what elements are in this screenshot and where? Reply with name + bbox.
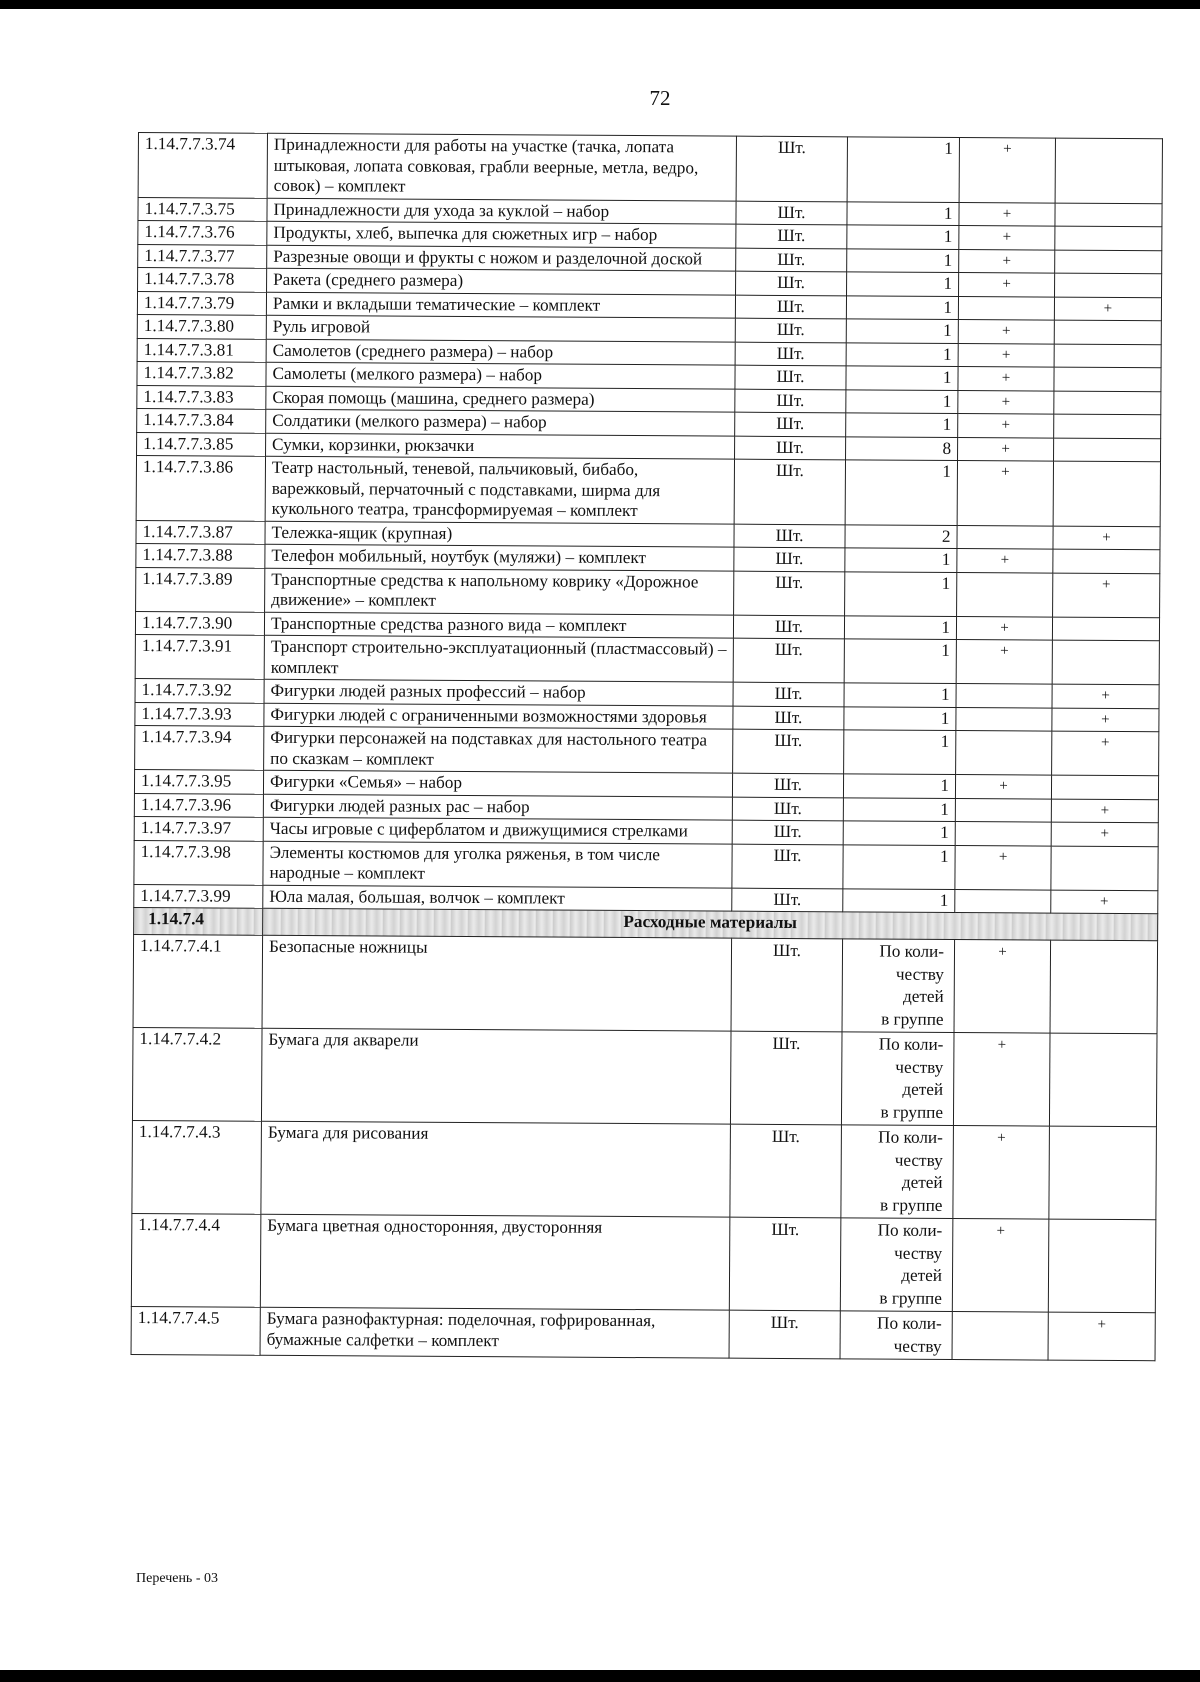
mark-column-1: + [958, 320, 1054, 344]
item-code: 1.14.7.7.4.3 [132, 1120, 262, 1214]
item-name: Фигурки людей разных рас – набор [263, 794, 732, 820]
item-code: 1.14.7.7.3.85 [137, 432, 266, 456]
item-code: 1.14.7.7.3.98 [134, 840, 263, 885]
item-unit: Шт. [729, 1310, 840, 1359]
mark-column-2 [1052, 640, 1159, 685]
item-quantity: 1 [847, 137, 959, 202]
mark-column-2 [1054, 320, 1161, 344]
item-code: 1.14.7.7.4.4 [131, 1213, 261, 1307]
mark-column-1 [955, 822, 1051, 846]
quantity-line: По коли- [877, 1313, 942, 1333]
mark-column-1 [956, 731, 1052, 776]
item-unit: Шт. [735, 389, 846, 413]
item-name: Бумага для рисования [261, 1121, 731, 1217]
item-code: 1.14.7.7.4.1 [133, 934, 263, 1028]
item-quantity: 1 [847, 225, 959, 249]
mark-column-1 [956, 707, 1052, 731]
item-name: Безопасные ножницы [262, 935, 732, 1031]
item-quantity: 1 [846, 342, 958, 366]
mark-column-2 [1049, 1126, 1157, 1220]
table-row [131, 1306, 1155, 1360]
item-code: 1.14.7.7.3.95 [134, 769, 263, 793]
item-code: 1.14.7.7.3.80 [137, 314, 266, 338]
item-code: 1.14.7.7.3.86 [136, 455, 265, 520]
item-name: Самолетов (среднего размера) – набор [266, 339, 735, 365]
item-code: 1.14.7.7.3.91 [135, 634, 264, 679]
mark-column-1 [955, 798, 1051, 822]
item-unit: Шт. [736, 136, 847, 201]
item-quantity [840, 1218, 953, 1312]
item-name: Бумага цветная односторонняя, двусторонняя [260, 1214, 730, 1310]
item-quantity [842, 939, 955, 1033]
table-row [132, 1120, 1157, 1219]
item-code: 1.14.7.7.3.89 [136, 567, 265, 612]
mark-column-1 [957, 572, 1053, 617]
mark-column-2 [1052, 617, 1159, 641]
item-unit: Шт. [735, 436, 846, 460]
item-code: 1.14.7.7.3.93 [135, 702, 264, 726]
mark-column-1: + [955, 775, 1051, 799]
item-unit: Шт. [729, 1217, 841, 1311]
mark-column-1 [955, 889, 1051, 913]
item-name: Элементы костюмов для уголка ряженья, в том числе народные – комплект [263, 841, 732, 888]
mark-column-1: + [957, 461, 1053, 526]
item-quantity: 1 [846, 366, 958, 390]
item-quantity: 1 [844, 639, 956, 684]
quantity-line: По коли- [879, 941, 945, 961]
quantity-line: честву [893, 1336, 942, 1356]
mark-column-2 [1048, 1219, 1156, 1313]
item-name: Юла малая, большая, волчок – комплект [263, 885, 732, 911]
item-code: 1.14.7.7.3.79 [137, 291, 266, 315]
mark-column-1: + [959, 138, 1055, 203]
table-row [134, 840, 1158, 890]
item-name: Театр настольный, теневой, пальчиковый, бибабо, варежковый, перчаточный с подставками, ширма для кукольного театра, трансформируемая – комплект [265, 456, 734, 523]
quantity-line: По коли- [877, 1220, 943, 1240]
mark-column-2 [1050, 940, 1158, 1034]
item-code: 1.14.7.7.3.77 [138, 244, 267, 268]
table-row [133, 934, 1158, 1033]
item-unit: Шт. [732, 797, 843, 821]
item-code: 1.14.7.7.3.94 [135, 725, 264, 770]
quantity-line: в группе [880, 1102, 944, 1122]
mark-column-1: + [952, 1218, 1049, 1312]
page-number: 72 [649, 86, 671, 110]
mark-column-1: + [958, 343, 1054, 367]
mark-column-2: + [1051, 890, 1158, 914]
mark-column-1: + [959, 202, 1055, 226]
mark-column-1: + [958, 367, 1054, 391]
mark-column-1 [956, 684, 1052, 708]
mark-column-1 [958, 296, 1054, 320]
mark-column-2 [1053, 461, 1160, 526]
item-quantity: 1 [847, 248, 959, 272]
item-unit: Шт. [733, 615, 844, 639]
item-code: 1.14.7.7.3.81 [137, 338, 266, 362]
item-code: 1.14.7.7.3.99 [134, 884, 263, 908]
item-quantity: 1 [844, 683, 956, 707]
mark-column-1 [952, 1311, 1048, 1360]
item-name: Принадлежности для работы на участке (тачка, лопата штыковая, лопата совковая, грабли веерные, метла, ведро, совок) – комплект [267, 133, 736, 200]
item-name: Фигурки людей с ограниченными возможностями здоровья [264, 703, 733, 729]
item-unit: Шт. [735, 295, 846, 319]
quantity-line: честву [894, 1150, 943, 1170]
item-code: 1.14.7.7.3.74 [138, 133, 267, 198]
quantity-line: детей [901, 1265, 943, 1285]
item-code: 1.14.7.7.3.88 [136, 543, 265, 567]
quantity-line: По коли- [878, 1034, 944, 1054]
item-quantity: 1 [845, 548, 957, 572]
item-code: 1.14.7.7.3.78 [138, 268, 267, 292]
item-code: 1.14.7.7.3.87 [136, 520, 265, 544]
quantity-line: в группе [879, 1195, 943, 1215]
item-quantity [841, 1125, 954, 1219]
item-name: Телефон мобильный, ноутбук (муляжи) – комплект [265, 544, 734, 570]
mark-column-1: + [958, 414, 1054, 438]
section-code: 1.14.7.4 [134, 907, 263, 935]
item-quantity: 1 [846, 319, 958, 343]
scan-border-top [0, 0, 1200, 9]
item-unit: Шт. [730, 1031, 842, 1125]
item-name: Тележка-ящик (крупная) [265, 521, 734, 547]
item-unit: Шт. [735, 365, 846, 389]
item-unit: Шт. [731, 938, 843, 1032]
item-code: 1.14.7.7.3.75 [138, 197, 267, 221]
item-quantity: 1 [846, 413, 958, 437]
item-unit: Шт. [732, 844, 843, 889]
quantity-line: детей [901, 1172, 943, 1192]
table-row [135, 634, 1159, 684]
item-quantity: 1 [846, 389, 958, 413]
table-row [135, 725, 1159, 775]
mark-column-2: + [1048, 1312, 1155, 1361]
mark-column-1: + [959, 273, 1055, 297]
mark-column-1: + [954, 940, 1051, 1034]
quantity-line: в группе [881, 1009, 944, 1029]
item-name: Транспортные средства разного вида – комплект [264, 612, 733, 638]
item-unit: Шт. [730, 1124, 842, 1218]
item-name: Транспортные средства к напольному коврику «Дорожное движение» – комплект [265, 568, 734, 615]
mark-column-2 [1055, 138, 1162, 203]
item-unit: Шт. [732, 888, 843, 912]
mark-column-2 [1054, 438, 1161, 462]
item-name: Скорая помощь (машина, среднего размера) [266, 386, 735, 412]
mark-column-2: + [1051, 799, 1158, 823]
item-unit: Шт. [735, 342, 846, 366]
item-name: Фигурки людей разных профессий – набор [264, 679, 733, 705]
item-code: 1.14.7.7.3.76 [138, 221, 267, 245]
item-quantity: 1 [844, 730, 956, 775]
mark-column-2 [1053, 549, 1160, 573]
item-quantity: 8 [846, 436, 958, 460]
item-name: Бумага разнофактурная: поделочная, гофрированная, бумажные салфетки – комплект [260, 1307, 729, 1358]
quantity-line: в группе [879, 1288, 942, 1308]
quantity-line: детей [902, 986, 944, 1006]
equipment-table [131, 132, 1163, 1361]
mark-column-2 [1051, 775, 1158, 799]
mark-column-2 [1051, 846, 1158, 891]
item-unit: Шт. [735, 412, 846, 436]
item-unit: Шт. [733, 706, 844, 730]
footer-label: Перечень - 03 [136, 1571, 218, 1586]
mark-column-2 [1054, 414, 1161, 438]
item-quantity: 1 [843, 821, 955, 845]
quantity-line: По коли- [878, 1127, 943, 1147]
item-unit: Шт. [735, 318, 846, 342]
equipment-table-body [131, 133, 1162, 1361]
item-quantity: 1 [843, 797, 955, 821]
item-code: 1.14.7.7.3.96 [134, 793, 263, 817]
item-quantity: 1 [843, 888, 955, 912]
mark-column-2: + [1052, 684, 1159, 708]
item-name: Ракета (среднего размера) [267, 268, 736, 294]
scan-border-bottom [0, 1670, 1200, 1682]
mark-column-1 [957, 525, 1053, 549]
item-code: 1.14.7.7.4.5 [131, 1306, 260, 1355]
item-unit: Шт. [732, 820, 843, 844]
item-quantity: 1 [847, 201, 959, 225]
mark-column-2: + [1052, 731, 1159, 776]
table-row [132, 1027, 1157, 1126]
document-sheet [131, 132, 1162, 1361]
mark-column-1: + [958, 390, 1054, 414]
mark-column-2 [1054, 344, 1161, 368]
item-unit: Шт. [733, 729, 844, 774]
mark-column-2: + [1051, 822, 1158, 846]
mark-column-1: + [958, 437, 1054, 461]
item-quantity: 2 [845, 524, 957, 548]
item-unit: Шт. [732, 773, 843, 797]
item-code: 1.14.7.7.4.2 [132, 1027, 262, 1121]
mark-column-2: + [1052, 708, 1159, 732]
quantity-line: детей [902, 1079, 944, 1099]
section-title: Расходные материалы [263, 908, 1158, 940]
item-unit: Шт. [734, 547, 845, 571]
item-quantity: 1 [844, 706, 956, 730]
item-quantity: 1 [845, 460, 957, 525]
item-name: Фигурки персонажей на подставках для настольного театра по сказкам – комплект [264, 726, 733, 773]
item-name: Самолеты (мелкого размера) – набор [266, 362, 735, 388]
item-quantity: 1 [847, 272, 959, 296]
item-unit: Шт. [736, 224, 847, 248]
table-row [136, 455, 1160, 526]
mark-column-2: + [1053, 526, 1160, 550]
mark-column-2 [1055, 250, 1162, 274]
item-code: 1.14.7.7.3.83 [137, 385, 266, 409]
item-code: 1.14.7.7.3.90 [135, 611, 264, 635]
mark-column-2 [1049, 1033, 1157, 1127]
item-unit: Шт. [733, 682, 844, 706]
mark-column-2 [1055, 203, 1162, 227]
mark-column-1: + [957, 549, 1053, 573]
table-row [131, 1213, 1156, 1312]
mark-column-1: + [953, 1125, 1050, 1219]
item-name: Принадлежности для ухода за куклой – набор [267, 198, 736, 224]
mark-column-1: + [956, 640, 1052, 685]
quantity-line: честву [895, 1057, 944, 1077]
item-name: Фигурки «Семья» – набор [263, 770, 732, 796]
mark-column-1: + [953, 1033, 1050, 1127]
item-quantity: 1 [846, 295, 958, 319]
table-row [138, 133, 1162, 204]
item-name: Рамки и вкладыши тематические – комплект [266, 292, 735, 318]
item-unit: Шт. [734, 524, 845, 548]
mark-column-1: + [959, 249, 1055, 273]
mark-column-1: + [955, 845, 1051, 890]
item-quantity: 1 [845, 571, 957, 616]
item-name: Часы игровые с циферблатом и движущимися стрелками [263, 817, 732, 843]
item-code: 1.14.7.7.3.84 [137, 408, 266, 432]
quantity-line: честву [895, 964, 944, 984]
table-row [136, 567, 1160, 617]
item-unit: Шт. [736, 248, 847, 272]
item-code: 1.14.7.7.3.97 [134, 816, 263, 840]
quantity-line: честву [894, 1243, 943, 1263]
item-code: 1.14.7.7.3.92 [135, 678, 264, 702]
item-name: Транспорт строительно-эксплуатационный (пластмассовый) – комплект [264, 635, 733, 682]
mark-column-1: + [956, 616, 1052, 640]
item-unit: Шт. [736, 201, 847, 225]
item-unit: Шт. [734, 459, 845, 524]
item-name: Сумки, корзинки, рюкзачки [266, 433, 735, 459]
item-name: Солдатики (мелкого размера) – набор [266, 409, 735, 435]
mark-column-1: + [959, 226, 1055, 250]
mark-column-2 [1054, 391, 1161, 415]
item-unit: Шт. [734, 571, 845, 616]
mark-column-2 [1054, 367, 1161, 391]
mark-column-2: + [1054, 297, 1161, 321]
item-quantity [840, 1311, 952, 1360]
item-quantity [841, 1032, 954, 1126]
mark-column-2: + [1053, 573, 1160, 618]
item-quantity: 1 [844, 615, 956, 639]
item-code: 1.14.7.7.3.82 [137, 361, 266, 385]
item-quantity: 1 [843, 774, 955, 798]
item-unit: Шт. [736, 271, 847, 295]
item-unit: Шт. [733, 638, 844, 683]
item-name: Бумага для акварели [261, 1028, 731, 1124]
item-name: Продукты, хлеб, выпечка для сюжетных игр – набор [267, 221, 736, 247]
item-name: Руль игровой [266, 315, 735, 341]
mark-column-2 [1055, 273, 1162, 297]
mark-column-2 [1055, 226, 1162, 250]
item-quantity: 1 [843, 844, 955, 889]
item-name: Разрезные овощи и фрукты с ножом и разделочной доской [267, 245, 736, 271]
